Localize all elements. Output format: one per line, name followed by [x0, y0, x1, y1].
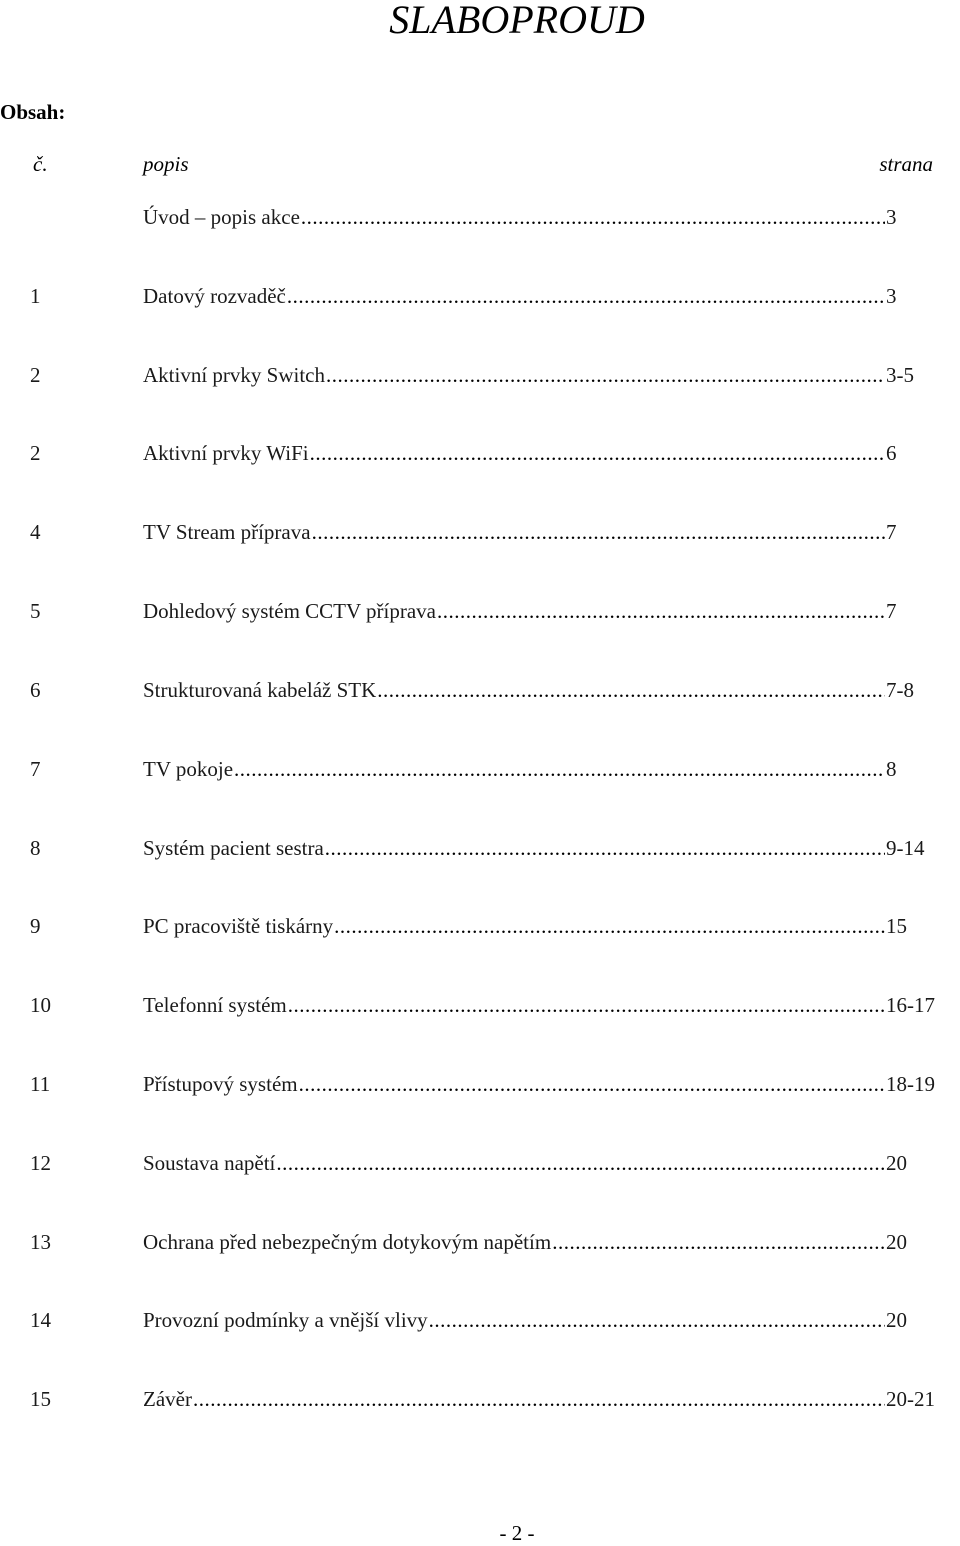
toc-page: 7 [886, 520, 897, 544]
column-header-number: č. [33, 152, 48, 176]
dot-leader [301, 203, 885, 231]
toc-label: Soustava napětí [143, 1151, 276, 1175]
toc-row[interactable] [0, 518, 960, 546]
toc-row[interactable] [0, 676, 960, 704]
toc-row[interactable] [0, 361, 960, 389]
toc-page: 7 [886, 599, 897, 623]
toc-number: 7 [30, 757, 41, 781]
toc-page: 20 [886, 1308, 907, 1332]
toc-label: Závěr [143, 1387, 192, 1411]
toc-number: 15 [30, 1387, 51, 1411]
dot-leader [288, 991, 885, 1019]
toc-number: 5 [30, 599, 41, 623]
toc-label: Úvod – popis akce [143, 205, 300, 229]
dot-leader [299, 1070, 885, 1098]
dot-leader [193, 1385, 885, 1413]
column-header-description: popis [143, 152, 189, 176]
dot-leader [326, 361, 885, 389]
toc-label: Systém pacient sestra [143, 836, 324, 860]
toc-page: 6 [886, 441, 897, 465]
toc-page: 20-21 [886, 1387, 935, 1411]
toc-number: 9 [30, 914, 41, 938]
toc-label: Přístupový systém [143, 1072, 298, 1096]
toc-number: 1 [30, 284, 41, 308]
toc-number: 12 [30, 1151, 51, 1175]
column-header-page: strana [879, 152, 933, 176]
toc-number: 4 [30, 520, 41, 544]
toc-page: 15 [886, 914, 907, 938]
toc-page: 20 [886, 1151, 907, 1175]
toc-page: 16-17 [886, 993, 935, 1017]
toc-number: 10 [30, 993, 51, 1017]
dot-leader [310, 439, 885, 467]
toc-page: 3-5 [886, 363, 914, 387]
toc-number: 8 [30, 836, 41, 860]
toc-label: TV pokoje [143, 757, 234, 781]
toc-page: 3 [886, 284, 897, 308]
dot-leader [334, 912, 885, 940]
toc-row[interactable] [0, 912, 960, 940]
toc-label: Aktivní prvky Switch [143, 363, 325, 387]
toc-label: Ochrana před nebezpečným dotykovým napětím [143, 1230, 552, 1254]
toc-page: 20 [886, 1230, 907, 1254]
toc-label: Telefonní systém [143, 993, 287, 1017]
dot-leader [287, 282, 885, 310]
toc-number: 6 [30, 678, 41, 702]
toc-label: Strukturovaná kabeláž STK [143, 678, 377, 702]
toc-row[interactable] [0, 991, 960, 1019]
toc-row[interactable] [0, 1228, 960, 1256]
dot-leader [312, 518, 885, 546]
toc-row[interactable] [0, 1385, 960, 1413]
toc-number: 14 [30, 1308, 51, 1332]
dot-leader [437, 597, 885, 625]
dot-leader [325, 834, 885, 862]
toc-row[interactable] [0, 755, 960, 783]
toc-row[interactable] [0, 1306, 960, 1334]
toc-row[interactable] [0, 1149, 960, 1177]
toc-number: 13 [30, 1230, 51, 1254]
dot-leader [552, 1228, 885, 1256]
toc-page: 7-8 [886, 678, 914, 702]
dot-leader [276, 1149, 885, 1177]
toc-label: Datový rozvaděč [143, 284, 286, 308]
dot-leader [429, 1306, 885, 1334]
toc-label: PC pracoviště tiskárny [143, 914, 334, 938]
toc-label: Aktivní prvky WiFi [143, 441, 309, 465]
document-title: SLABOPROUD [389, 0, 645, 42]
toc-page: 3 [886, 205, 897, 229]
toc-label: TV Stream příprava [143, 520, 311, 544]
contents-heading: Obsah: [0, 100, 66, 124]
toc-row[interactable] [0, 834, 960, 862]
toc-label: Dohledový systém CCTV příprava [143, 599, 436, 623]
page-number: - 2 - [499, 1521, 535, 1545]
toc-number: 2 [30, 441, 41, 465]
toc-page: 8 [886, 757, 897, 781]
toc-number: 2 [30, 363, 41, 387]
toc-number: 11 [30, 1072, 51, 1096]
toc-row[interactable] [0, 1070, 960, 1098]
toc-label: Provozní podmínky a vnější vlivy [143, 1308, 428, 1332]
toc-row[interactable] [0, 282, 960, 310]
dot-leader [234, 755, 885, 783]
toc-page: 18-19 [886, 1072, 935, 1096]
toc-row[interactable] [0, 597, 960, 625]
toc-page: 9-14 [886, 836, 925, 860]
toc-row[interactable] [0, 203, 960, 231]
dot-leader [377, 676, 885, 704]
toc-row[interactable] [0, 439, 960, 467]
